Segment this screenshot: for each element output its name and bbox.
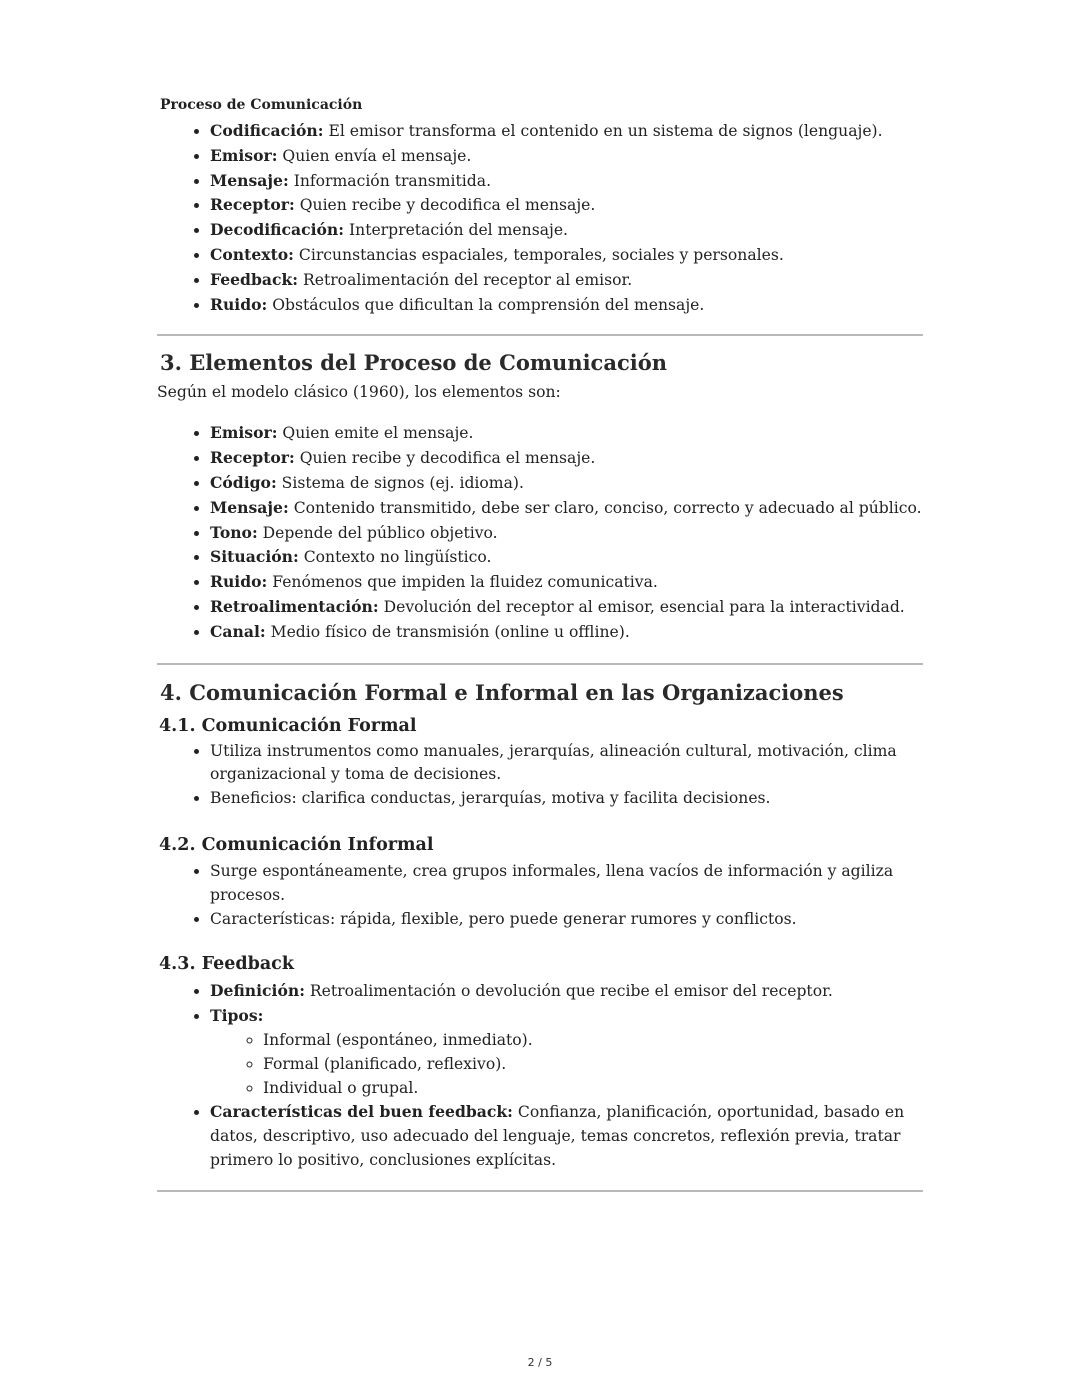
item-label: Mensaje: <box>210 497 289 517</box>
item-text: Retroalimentación del receptor al emisor. <box>298 270 633 289</box>
sublist-item: ◦ Informal (espontáneo, inmediato). <box>263 1029 923 1053</box>
item-label: Tipos: <box>210 1006 264 1026</box>
item-label: Receptor: <box>210 195 295 215</box>
item-text: Quien envía el mensaje. <box>277 146 472 165</box>
item-label: Receptor: <box>210 448 295 468</box>
item-text: Obstáculos que dificultan la comprensión del mensaje. <box>267 295 705 314</box>
list-item: • Utiliza instrumentos como manuales, jerarquías, alineación cultural, motivación, clima organizacional y toma de decisiones. <box>210 740 923 788</box>
item-label: Emisor: <box>210 145 278 165</box>
item-text: Quien recibe y decodifica el mensaje. <box>294 449 596 468</box>
doc-title: Proceso de Comunicación <box>160 97 363 113</box>
feedback-list <box>157 979 923 1172</box>
item-text: Contenido transmitido, debe ser claro, conciso, correcto y adecuado al público. <box>288 498 922 517</box>
list-item <box>210 218 923 243</box>
item-text: Interpretación del mensaje. <box>344 221 569 240</box>
item-text: Circunstancias espaciales, temporales, sociales y personales. <box>293 245 784 264</box>
item-label: Retroalimentación: <box>210 596 379 616</box>
item-text: Depende del público objetivo. <box>257 523 498 542</box>
list-item <box>210 193 923 218</box>
item-text: Fenómenos que impiden la fluidez comunicativa. <box>267 573 658 592</box>
item-text: Retroalimentación o devolución que recibe el emisor del receptor. <box>304 982 833 1001</box>
item-label: Definición: <box>210 981 305 1001</box>
item-text: Devolución del receptor al emisor, esencial para la interactividad. <box>378 597 905 616</box>
item-label: Ruido: <box>210 572 268 592</box>
section-heading: 4. Comunicación Formal e Informal en las Organizaciones <box>160 679 844 705</box>
sublist-item: ◦ Formal (planificado, reflexivo). <box>263 1053 923 1077</box>
item-label: Características del buen feedback: <box>210 1102 513 1122</box>
elements-list <box>157 421 923 644</box>
list-item <box>210 521 923 546</box>
item-label: Mensaje: <box>210 170 289 190</box>
item-text: El emisor transforma el contenido en un sistema de signos (lenguaje). <box>323 122 883 140</box>
list-item <box>210 570 923 595</box>
item-label: Contexto: <box>210 244 294 264</box>
item-text: Medio físico de transmisión (online u offline). <box>265 622 630 641</box>
item-label: Emisor: <box>210 423 278 443</box>
item-text: Información transmitida. <box>288 171 492 190</box>
list-item <box>210 595 923 620</box>
list-item <box>210 421 923 446</box>
item-label: Código: <box>210 472 277 492</box>
list-item <box>210 471 923 496</box>
item-label: Decodificación: <box>210 220 345 240</box>
list-item: • Surge espontáneamente, crea grupos informales, llena vacíos de información y agiliza procesos. <box>210 860 923 908</box>
subsection-heading: 4.3. Feedback <box>159 954 294 975</box>
list-item <box>210 1004 923 1100</box>
divider <box>157 334 923 336</box>
list-item <box>210 243 923 268</box>
subsection-heading: 4.1. Comunicación Formal <box>159 715 417 736</box>
section-intro: Según el modelo clásico (1960), los elementos son: <box>157 383 561 402</box>
list-item <box>210 169 923 194</box>
sublist-item: ◦ Individual o grupal. <box>263 1077 923 1101</box>
page-number: 2 / 5 <box>527 1356 553 1369</box>
list-item <box>210 620 923 645</box>
list-item: • Beneficios: clarifica conductas, jerarquías, motiva y facilita decisiones. <box>210 787 923 811</box>
list-item <box>210 144 923 169</box>
informal-list <box>157 860 923 931</box>
section-heading: 3. Elementos del Proceso de Comunicación <box>160 350 667 376</box>
list-item <box>210 446 923 471</box>
list-item <box>210 268 923 293</box>
item-label: Ruido: <box>210 294 268 314</box>
list-item <box>210 979 923 1004</box>
divider <box>157 663 923 665</box>
item-text: Quien emite el mensaje. <box>277 424 474 443</box>
types-sublist <box>210 1029 923 1100</box>
list-item <box>210 293 923 318</box>
item-label: Situación: <box>210 547 299 567</box>
item-text: Sistema de signos (ej. idioma). <box>276 473 524 492</box>
list-item: • Características: rápida, flexible, pero puede generar rumores y conflictos. <box>210 908 923 932</box>
process-list <box>157 119 923 317</box>
item-label: Tono: <box>210 522 258 542</box>
document-page <box>157 93 923 1192</box>
item-text: Contexto no lingüístico. <box>298 548 492 567</box>
item-label: Feedback: <box>210 269 299 289</box>
list-item <box>210 1100 923 1172</box>
list-item <box>210 496 923 521</box>
item-label: Codificación: <box>210 121 324 140</box>
formal-list <box>157 740 923 811</box>
item-label: Canal: <box>210 621 266 641</box>
item-text: Confianza, planificación, oportunidad, basado en datos, descriptivo, uso adecuado del lenguaje, temas concretos, reflexión previa, tratar primero lo positivo, conclusiones explícitas. <box>210 1103 905 1169</box>
divider <box>157 1190 923 1192</box>
list-item <box>210 545 923 570</box>
list-item <box>210 119 923 144</box>
subsection-heading: 4.2. Comunicación Informal <box>159 834 434 855</box>
item-text: Quien recibe y decodifica el mensaje. <box>294 196 596 215</box>
